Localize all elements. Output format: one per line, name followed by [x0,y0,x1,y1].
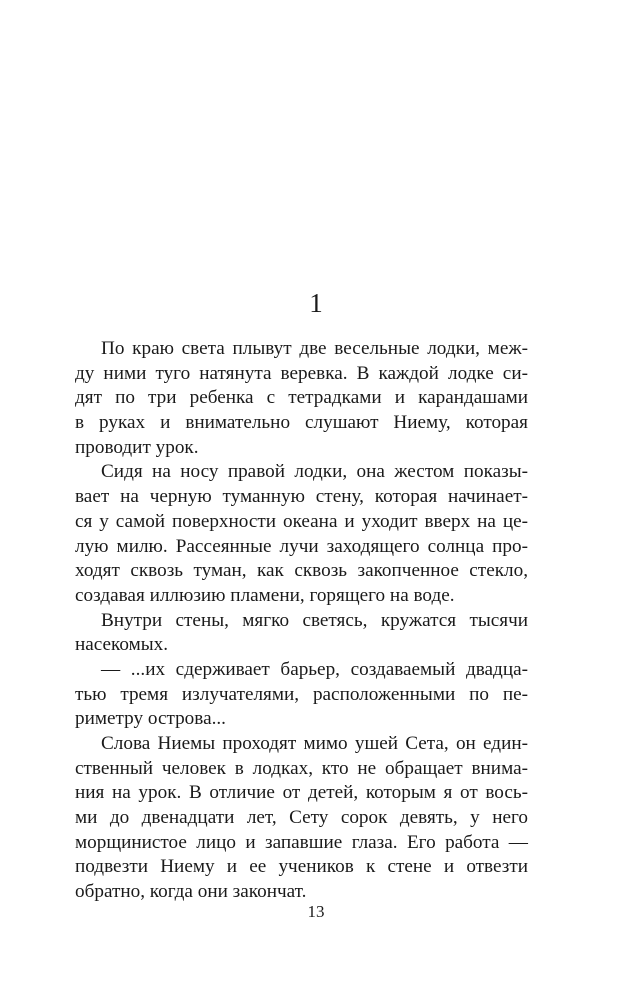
paragraph-2-line-5: ходят сквозь туман, как сквозь закопченное стекло, [75,560,528,582]
paragraph-4-line-2: тью тремя излучателями, расположенными по пе- [75,683,528,705]
paragraph-2-line-6: создавая иллюзию пламени, горящего на воде. [75,584,455,606]
paragraph-1-line-4: в руках и внимательно слушают Ниему, которая [75,412,528,434]
paragraph-2-line-3: ся у самой поверхности океана и уходит вверх на це- [75,510,528,532]
page-number: 13 [307,902,325,921]
paragraph-5-line-3: ния на урок. В отличие от детей, которым я от вось- [75,782,528,804]
paragraph-1-line-2: ду ними туго натянута веревка. В каждой лодке си- [75,362,528,384]
body-text [75,337,528,905]
paragraph-2-line-2: вает на черную туманную стену, которая начинает- [75,486,528,508]
paragraph-2-line-4: лую милю. Рассеянные лучи заходящего солнца про- [75,535,528,557]
paragraph-1-line-1: По краю света плывут две весельные лодки, меж- [101,338,528,359]
paragraph-3-line-1: Внутри стены, мягко светясь, кружатся тысячи [101,609,528,631]
paragraph-4-line-3: риметру острова... [75,708,226,730]
paragraph-5-line-2: ственный человек в лодках, кто не обращает внима- [75,757,528,779]
paragraph-5-line-6: подвезти Ниему и ее учеников к стене и отвезти [75,856,528,878]
paragraph-1-line-3: дят по три ребенка с тетрадками и карандашами [75,387,528,409]
paragraph-4-line-1: — ...их сдерживает барьер, создаваемый двадца- [101,658,528,680]
chapter-number: 1 [309,288,323,318]
paragraph-3-line-2: насекомых. [75,634,169,656]
paragraph-5-line-1: Слова Ниемы проходят мимо ушей Сета, он един- [101,733,528,754]
paragraph-5-line-4: ми до двенадцати лет, Сету сорок девять, у него [75,807,528,829]
paragraph-5-line-7: обратно, когда они закончат. [75,881,307,903]
paragraph-5-line-5: морщинистое лицо и запавшие глаза. Его работа — [75,831,528,853]
paragraph-1-line-5: проводит урок. [75,436,199,458]
paragraph-2-line-1: Сидя на носу правой лодки, она жестом показы- [101,461,528,483]
